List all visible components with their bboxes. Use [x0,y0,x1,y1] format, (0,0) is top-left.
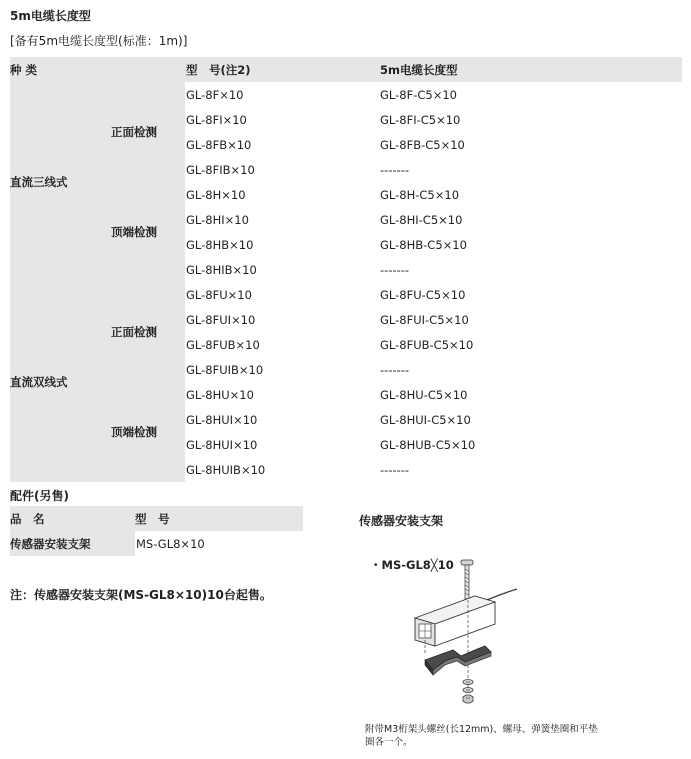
model-cell: GL-8HUI×10 [186,437,258,452]
sensor-body-icon [415,596,495,646]
detect-cell: 正面检测 [111,82,185,182]
spec-header-row [10,57,682,82]
washer-nut-icon [463,680,473,704]
model-cell: GL-8HU×10 [186,387,254,402]
mounting-bracket-illustration [405,556,525,712]
model-cell: GL-8HIB×10 [186,262,257,277]
figure-title: 传感器安装支架 [359,514,444,528]
accessories-table [10,506,303,556]
cable5m-cell: ------- [380,462,410,477]
model-cell: GL-8F×10 [186,87,244,102]
bracket-icon [425,646,491,675]
model-cell: GL-8HUIB×10 [186,462,266,477]
figure-model-label: ・MS-GL8╳10 [370,558,454,572]
spec-row [10,82,682,107]
accessories-row [10,531,303,556]
model-cell: GL-8FIB×10 [186,162,255,177]
cable5m-cell: GL-8FU-C5×10 [380,287,466,302]
cable5m-cell: GL-8FUI-C5×10 [380,312,469,327]
model-cell: GL-8H×10 [186,187,246,202]
cable5m-cell: GL-8HUB-C5×10 [380,437,476,452]
model-cell: GL-8FU×10 [186,287,252,302]
accessory-name: 传感器安装支架 [10,531,135,556]
accessories-header-model: 型 号 [135,506,303,531]
detect-cell: 顶端检测 [111,382,185,482]
model-cell: GL-8HI×10 [186,212,249,227]
cable5m-cell: GL-8F-C5×10 [380,87,457,102]
kind-cell: 直流三线式 [10,82,111,282]
spec-table-body [10,57,682,482]
accessories-header-row [10,506,303,531]
kind-cell: 直流双线式 [10,282,111,482]
figure-caption: 附带M3桁架头螺丝(长12mm)、螺母、弹簧垫圈和平垫圈各一个。 [365,724,598,748]
cable5m-cell: GL-8HUI-C5×10 [380,412,471,427]
spec-row [10,282,682,307]
top-screw-icon [461,560,473,599]
detect-cell: 正面检测 [111,282,185,382]
model-cell: GL-8FI×10 [186,112,247,127]
cable5m-cell: GL-8HU-C5×10 [380,387,468,402]
cable5m-cell: GL-8FI-C5×10 [380,112,461,127]
cable5m-cell: ------- [380,362,410,377]
accessories-header-name: 品 名 [10,506,135,531]
accessory-model: MS-GL8×10 [136,536,205,551]
cable5m-cell: GL-8FUB-C5×10 [380,337,474,352]
header-model: 型 号(注2) [185,57,379,82]
spec-row [10,182,682,207]
model-cell: GL-8FB×10 [186,137,252,152]
header-cable5m: 5m电缆长度型 [379,57,682,82]
model-cell: GL-8FUIB×10 [186,362,264,377]
model-cell: GL-8HB×10 [186,237,254,252]
cable5m-cell: GL-8HI-C5×10 [380,212,463,227]
spec-row [10,382,682,407]
accessories-title: 配件(另售) [10,489,69,503]
header-kind: 种 类 [10,57,185,82]
model-cell: GL-8HUI×10 [186,412,258,427]
sensor-cable [487,589,517,600]
cable5m-cell: GL-8HB-C5×10 [380,237,467,252]
cable5m-cell: ------- [380,162,410,177]
cable5m-cell: GL-8FB-C5×10 [380,137,465,152]
model-cell: GL-8FUI×10 [186,312,256,327]
page-subtitle: [备有5m电缆长度型(标准：1m)] [10,34,188,48]
spec-table [10,57,682,482]
cable5m-cell: ------- [380,262,410,277]
order-note: 注：传感器安装支架(MS-GL8×10)10台起售。 [10,588,272,602]
page-title: 5m电缆长度型 [10,9,91,23]
cable5m-cell: GL-8H-C5×10 [380,187,460,202]
detect-cell: 顶端检测 [111,182,185,282]
model-cell: GL-8FUB×10 [186,337,260,352]
